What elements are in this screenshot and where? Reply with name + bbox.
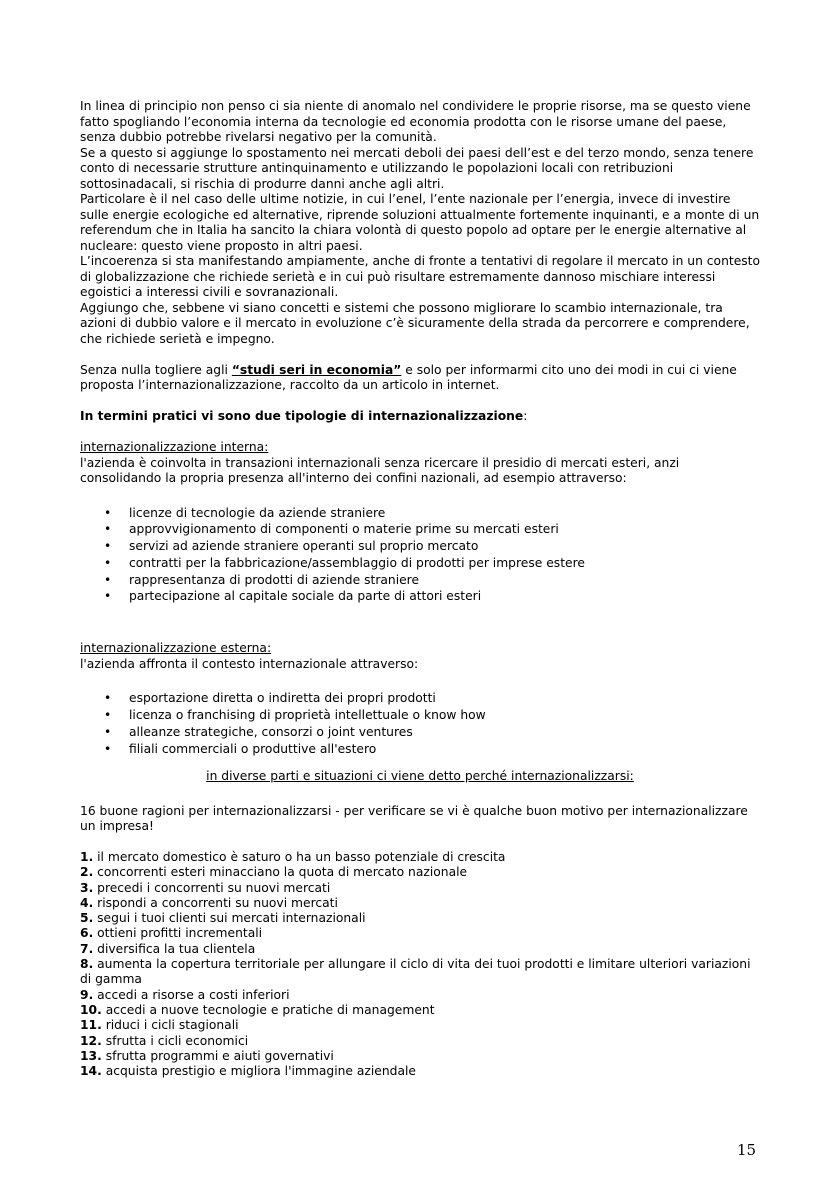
list-item: • licenze di tecnologie da aziende straniere xyxy=(104,505,386,520)
intro-section xyxy=(80,99,760,347)
bullet-icon: • xyxy=(104,555,112,570)
list-item: • contratti per la fabbricazione/assemblaggio di prodotti per imprese estere xyxy=(104,555,585,570)
bullet-icon: • xyxy=(104,708,112,723)
intro-paragraph: L’incoerenza si sta manifestando ampiamente, anche di fronte a tentativi di regolare il mercato in un contesto di globalizzazione che richiede serietà e in cui può risultare estremamente dannoso mischiare interessi egoistici a interessi civili e sovranazionali. xyxy=(80,254,761,299)
list-item: 4. rispondi a concorrenti su nuovi mercati xyxy=(80,895,338,910)
list-item: 8. aumenta la copertura territoriale per allungare il ciclo di vita dei tuoi prodotti e limitare ulteriori variazioni di gamma xyxy=(80,957,751,987)
bullet-icon: • xyxy=(104,724,112,739)
bullet-icon: • xyxy=(104,691,112,706)
list-item: 12. sfrutta i cicli economici xyxy=(80,1033,249,1048)
citation-paragraph xyxy=(80,363,760,394)
bullet-icon: • xyxy=(104,522,112,537)
bullet-icon: • xyxy=(104,539,112,554)
external-title: internazionalizzazione esterna: xyxy=(80,641,272,656)
citation-before: Senza nulla togliere agli xyxy=(80,362,232,377)
citation-after: e solo per informarmi cito uno dei modi in cui ci viene proposta l’internazionalizzazione, raccolto da un articolo in internet. xyxy=(80,362,737,392)
list-item: 2. concorrenti esteri minacciano la quota di mercato nazionale xyxy=(80,865,468,880)
list-item: • licenza o franchising di proprietà intellettuale o know how xyxy=(104,708,486,723)
list-item: 6. ottieni profitti incrementali xyxy=(80,926,263,941)
reasons-intro: 16 buone ragioni per internazionalizzarsi - per verificare se vi è qualche buon motivo per internazionalizzare un impresa! xyxy=(80,803,748,834)
list-item: • filiali commerciali o produttive all'estero xyxy=(104,741,377,756)
intro-paragraph: Aggiungo che, sebbene vi siano concetti e sistemi che possono migliorare lo scambio internazionale, tra azioni di dubbio valore e il mercato in evoluzione c’è sicuramente della strada da percorrere e comprendere, che richiede serietà e impegno. xyxy=(80,300,750,346)
bullet-icon: • xyxy=(104,589,112,604)
citation-highlight: “studi seri in economia” xyxy=(231,362,402,377)
list-item: 9. accedi a risorse a costi inferiori xyxy=(80,987,290,1002)
list-item: 13. sfrutta programmi e aiuti governativi xyxy=(80,1048,334,1063)
list-item: 3. precedi i concorrenti su nuovi mercati xyxy=(80,880,331,895)
types-heading: In termini pratici vi sono due tipologie di internazionalizzazione: xyxy=(80,409,528,423)
external-list xyxy=(104,690,760,757)
list-item: • alleanze strategiche, consorzi o joint ventures xyxy=(104,724,413,739)
external-description: l'azienda affronta il contesto internazionale attraverso: xyxy=(80,656,419,671)
bullet-icon: • xyxy=(104,505,112,520)
list-item: 14. acquista prestigio e migliora l'immagine aziendale xyxy=(80,1064,416,1079)
list-item: • partecipazione al capitale sociale da parte di attori esteri xyxy=(104,589,482,604)
list-item: 10. accedi a nuove tecnologie e pratiche di management xyxy=(80,1002,435,1017)
internal-title: internazionalizzazione interna: xyxy=(80,440,269,454)
why-heading: in diverse parti e situazioni ci viene detto perché internazionalizzarsi: xyxy=(206,769,634,784)
bullet-icon: • xyxy=(104,741,112,756)
page-body xyxy=(80,99,760,1079)
intro-paragraph: Se a questo si aggiunge lo spostamento nei mercati deboli dei paesi dell’est e del terzo mondo, senza tenere conto di necessarie strutture antinquinamento e utilizzando le popolazioni locali con retribuzioni sottosinadacali, si rischia di produrre danni anche agli altri. xyxy=(80,145,754,191)
internal-description: l'azienda è coinvolta in transazioni internazionali senza ricercare il presidio di mercati esteri, anzi consolidando la propria presenza all'interno dei confini nazionali, ad esempio attraverso: xyxy=(80,455,680,485)
list-item: 7. diversifica la tua clientela xyxy=(80,941,256,956)
list-item: • esportazione diretta o indiretta dei propri prodotti xyxy=(104,691,436,706)
page-number: 15 xyxy=(737,1141,757,1159)
list-item: • servizi ad aziende straniere operanti sul proprio mercato xyxy=(104,539,479,554)
list-item: 5. segui i tuoi clienti sui mercati internazionali xyxy=(80,911,366,926)
intro-paragraph: Particolare è il nel caso delle ultime notizie, in cui l’enel, l’ente nazionale per l’energia, invece di investire sulle energie ecologiche ed alternative, riprende soluzioni attualmente fortemente inquinanti, e a monte di un referendum che in Italia ha sancito la chiara volontà di questo popolo ad optare per le energie alternative al nucleare: questo viene proposto in altri paesi. xyxy=(80,192,760,253)
list-item: • approvvigionamento di componenti o materie prime su mercati esteri xyxy=(104,522,559,537)
list-item: 1. il mercato domestico è saturo o ha un basso potenziale di crescita xyxy=(80,849,506,864)
bullet-icon: • xyxy=(104,572,112,587)
reasons-list xyxy=(80,850,760,1079)
intro-paragraph: In linea di principio non penso ci sia niente di anomalo nel condividere le proprie risorse, ma se questo viene fatto spogliando l’economia interna da tecnologie ed economia prodotta con le risorse umane del paese, senza dubbio potrebbe rivelarsi negativo per la comunità. xyxy=(80,99,751,144)
list-item: • rappresentanza di prodotti di aziende straniere xyxy=(104,572,420,587)
internal-list xyxy=(104,505,760,606)
list-item: 11. riduci i cicli stagionali xyxy=(80,1018,239,1033)
